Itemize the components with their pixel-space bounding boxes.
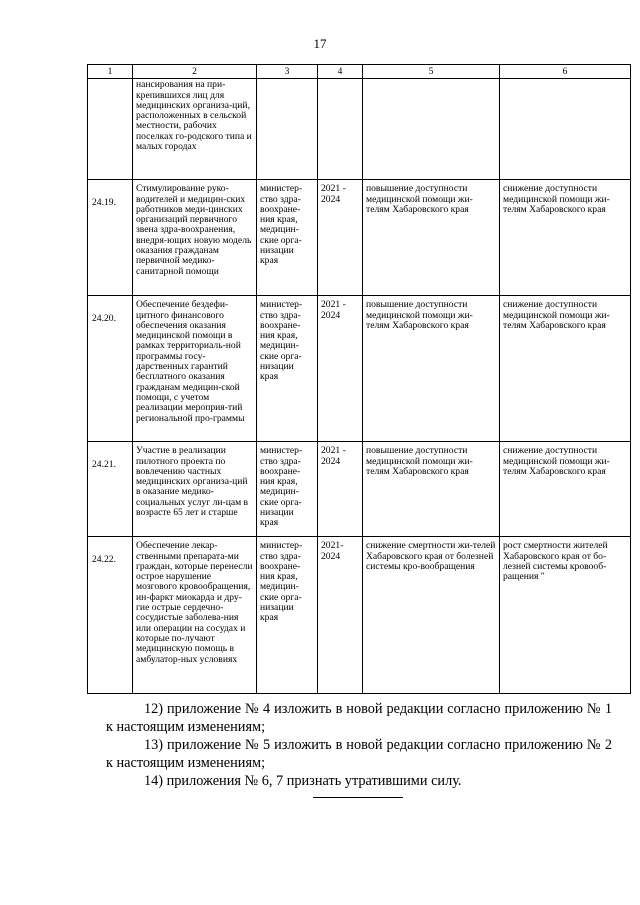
table-row <box>88 180 631 296</box>
measure-text: Участие в реализации пилотного проекта по вовлечению частных медицинских организа-ций в оказание медико-социальных услуг ли-цам в возрасте 65 лет и старше <box>133 442 257 537</box>
column-header-3: 3 <box>257 65 318 79</box>
expected-result: повышение доступности медицинской помощи жи-телям Хабаровского края <box>363 442 500 537</box>
table-header-row <box>88 65 631 79</box>
executor: министер-ство здра-воохране-ния края, медицин-ские орга-низации края <box>257 296 318 442</box>
executor <box>257 79 318 180</box>
executor: министер-ство здра-воохране-ния края, медицин-ские орга-низации края <box>257 442 318 537</box>
row-number: 24.22. <box>88 537 133 694</box>
table-row <box>88 537 631 694</box>
closing-rule <box>313 797 403 798</box>
measures-table <box>87 64 631 694</box>
measure-text: Обеспечение бездефи-цитного финансового обеспечения оказания медицинской помощи в рамках территориаль-ной программы госу-дарственных гарантий бесплатного оказания гражданам медицин-ской помощи, с учетом реализации мероприя-тий региональной про-граммы <box>133 296 257 442</box>
column-header-1: 1 <box>88 65 133 79</box>
risk-consequence: снижение доступности медицинской помощи жи-телям Хабаровского края <box>500 180 631 296</box>
column-header-2: 2 <box>133 65 257 79</box>
period: 2021 - 2024 <box>318 296 363 442</box>
page-number: 17 <box>313 36 327 51</box>
expected-result: повышение доступности медицинской помощи жи-телям Хабаровского края <box>363 180 500 296</box>
column-header-6: 6 <box>500 65 631 79</box>
executor: министер-ство здра-воохране-ния края, медицин-ские орга-низации края <box>257 180 318 296</box>
measure-text: Стимулирование руко-водителей и медицин-ских работников меди-цинских организаций первичного звена здра-воохранения, внедря-ющих новую модель оказания гражданам первичной медико-санитарной помощи <box>133 180 257 296</box>
row-number: 24.21. <box>88 442 133 537</box>
row-number <box>88 79 133 180</box>
paragraph-13: 13) приложение № 5 изложить в новой редакции согласно приложению № 2 к настоящим изменениям; <box>106 737 612 771</box>
row-number: 24.20. <box>88 296 133 442</box>
paragraph-14: 14) приложения № 6, 7 признать утратившими силу. <box>144 773 462 789</box>
column-header-4: 4 <box>318 65 363 79</box>
table-row <box>88 79 631 180</box>
executor: министер-ство здра-воохране-ния края, медицин-ские орга-низации края <box>257 537 318 694</box>
expected-result: повышение доступности медицинской помощи жи-телям Хабаровского края <box>363 296 500 442</box>
measure-text: Обеспечение лекар-ственными препарата-ми граждан, которые перенесли острое нарушение мозгового кровообращения, ин-фаркт миокарда и дру-гие острые сердечно-сосудистые заболева-ния или операции на сосудах и которые по-лучают медицинскую помощь в амбулатор-ных условиях <box>133 537 257 694</box>
risk-consequence: снижение доступности медицинской помощи жи-телям Хабаровского края <box>500 442 631 537</box>
expected-result <box>363 79 500 180</box>
row-number: 24.19. <box>88 180 133 296</box>
table-row <box>88 296 631 442</box>
period: 2021-2024 <box>318 537 363 694</box>
table-row <box>88 442 631 537</box>
measure-text: нансирования на при-крепившихся лиц для медицинских организа-ций, расположенных в сельской местности, рабочих поселках го-родского типа и малых городах <box>133 79 257 180</box>
risk-consequence: рост смертности жителей Хабаровского края от бо-лезней системы кровооб-ращения " <box>500 537 631 694</box>
amendment-paragraphs <box>106 700 612 790</box>
period: 2021 - 2024 <box>318 442 363 537</box>
expected-result: снижение смертности жи-телей Хабаровского края от болезней системы кро-вообращения <box>363 537 500 694</box>
risk-consequence: снижение доступности медицинской помощи жи-телям Хабаровского края <box>500 296 631 442</box>
period <box>318 79 363 180</box>
paragraph-12: 12) приложение № 4 изложить в новой редакции согласно приложению № 1 к настоящим изменениям; <box>106 701 612 735</box>
column-header-5: 5 <box>363 65 500 79</box>
risk-consequence <box>500 79 631 180</box>
period: 2021 - 2024 <box>318 180 363 296</box>
